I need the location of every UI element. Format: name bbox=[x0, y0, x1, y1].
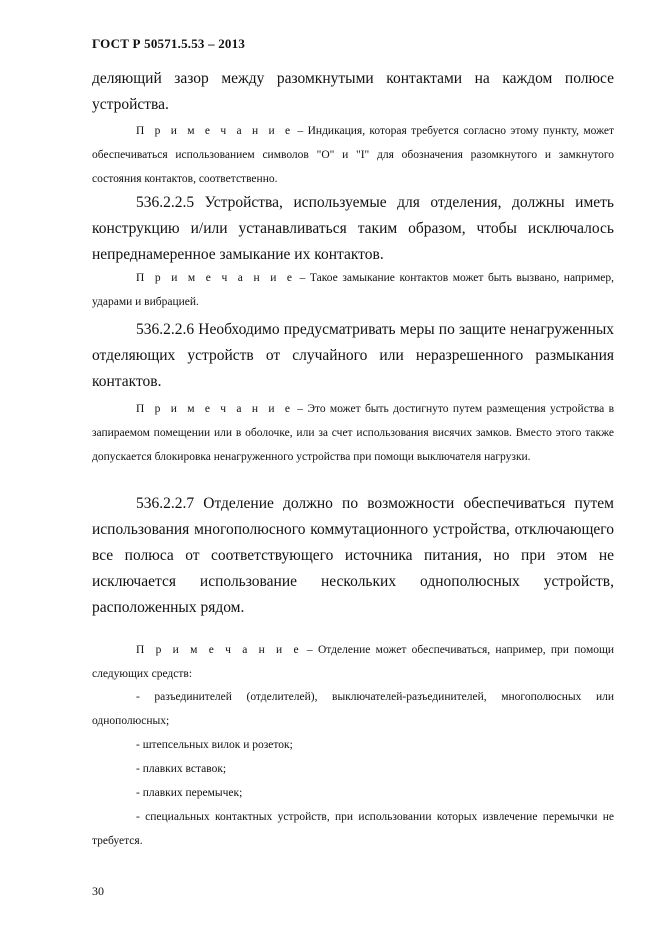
note-text: – Это может быть достигнуто путем размещения устройства в запираемом помещении или в оболочке, или за счет использования висячих замков. Вместо этого также допускается блокировка ненагруженного устройства при помощи выключателя нагрузки. bbox=[92, 403, 614, 463]
paragraph-536-2-2-5: 536.2.2.5 Устройства, используемые для отделения, должны иметь конструкцию и/или устанавливаться таким образом, чтобы исключалось непреднамеренное замыкание их контактов. bbox=[92, 194, 614, 263]
paragraph-536-2-2-6: 536.2.2.6 Необходимо предусматривать меры по защите ненагруженных отделяющих устройств от случайного или неразрешенного размыкания контактов. bbox=[92, 321, 614, 390]
list-item: - штепсельных вилок и розеток; bbox=[136, 739, 293, 751]
note-3 bbox=[92, 397, 614, 469]
note-2 bbox=[92, 266, 614, 314]
page-number: 30 bbox=[92, 884, 104, 898]
list-item: - плавких вставок; bbox=[136, 763, 227, 775]
note-label: П р и м е ч а н и е bbox=[136, 403, 293, 415]
list-item: - разъединителей (отделителей), выключателей-разъединителей, многополюсных или однополюсных; bbox=[92, 691, 614, 727]
note-text: – Такое замыкание контактов может быть вызвано, например, ударами и вибрацией. bbox=[92, 272, 614, 308]
document-header: ГОСТ Р 50571.5.53 – 2013 bbox=[92, 36, 246, 51]
note-label: П р и м е ч а н и е bbox=[136, 125, 294, 137]
note-label: П р и м е ч а н и е bbox=[136, 272, 296, 284]
note-label: П р и м е ч а н и е bbox=[136, 644, 302, 656]
paragraph-continuation: деляющий зазор между разомкнутыми контактами на каждом полюсе устройства. bbox=[92, 70, 614, 113]
note-4 bbox=[92, 638, 614, 686]
note-1 bbox=[92, 119, 614, 191]
note-text: – Индикация, которая требуется согласно этому пункту, может обеспечиваться использованием символов "O" и "I" для обозначения разомкнутого и замкнутого состояния контактов, соответственно. bbox=[92, 125, 614, 185]
list-item: - плавких перемычек; bbox=[136, 787, 243, 799]
note-text: – Отделение может обеспечиваться, например, при помощи следующих средств: bbox=[92, 644, 614, 680]
list-item: - специальных контактных устройств, при использовании которых извлечение перемычки не требуется. bbox=[92, 811, 614, 847]
paragraph-536-2-2-7: 536.2.2.7 Отделение должно по возможности обеспечиваться путем использования многополюсного коммутационного устройства, отключающего все полюса от соответствующего источника питания, но при этом не исключается использование нескольких однополюсных устройств, расположенных рядом. bbox=[92, 495, 614, 616]
